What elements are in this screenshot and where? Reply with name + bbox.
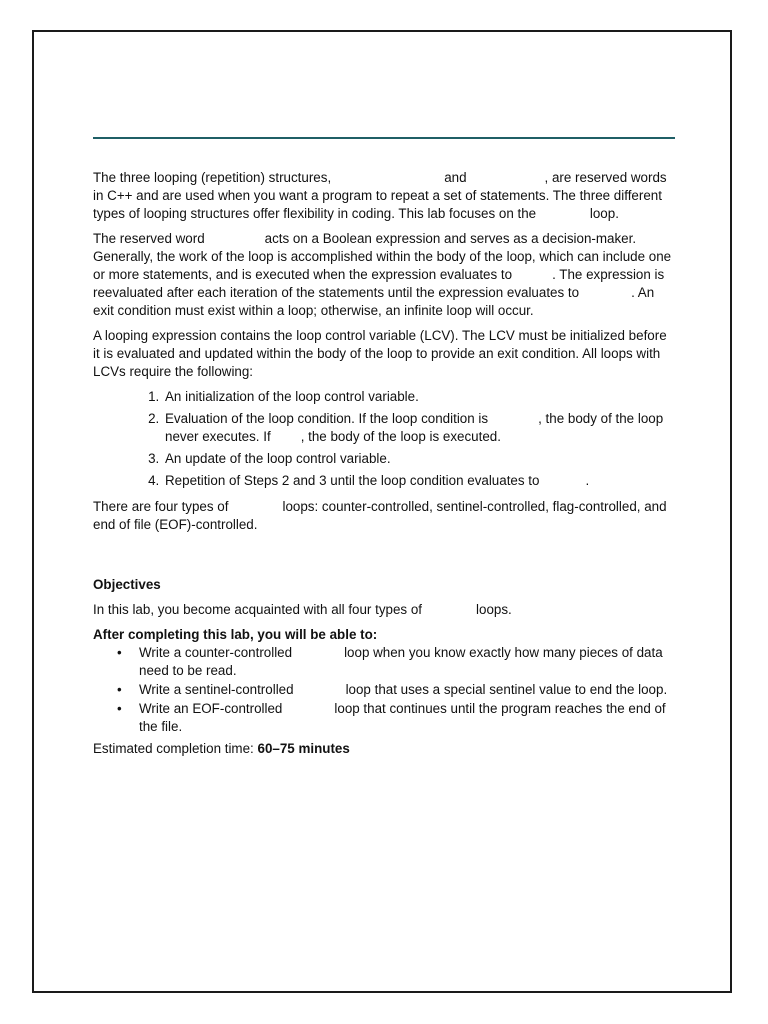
objectives-heading: Objectives [93,577,161,592]
objectives-list [93,644,673,736]
objectives-paragraph: In this lab, you become acquainted with all four types of loops. [93,602,512,617]
list-item: • Write a sentinel-controlled loop that uses a special sentinel value to end the loop. [117,682,668,697]
list-item: 4. Repetition of Steps 2 and 3 until the loop condition evaluates to . [163,472,673,490]
intro-paragraph-4: There are four types of loops: counter-controlled, sentinel-controlled, flag-controlled, and end of file (EOF)-controlled. [93,499,667,532]
bullet-icon: • [117,645,122,660]
bullet-icon: • [117,682,122,697]
intro-paragraph-2: The reserved word acts on a Boolean expression and serves as a decision-maker. Generally, the work of the loop is accomplished within the body of the loop, which can include one or more statements, and is executed when the expression evaluates to . The expression is reevaluated after each iteration of the statements until the expression evaluates to . An exit condition must exist within a loop; otherwise, an infinite loop will occur. [93,231,672,318]
intro-paragraph-1: The three looping (repetition) structures, and , are reserved words in C++ and are used when you want a program to repeat a set of statements. The three different types of looping structures offer flexibility in coding. This lab focuses on the loop. [93,170,667,221]
after-completing-heading: After completing this lab, you will be able to: [93,627,378,642]
section-gap [93,541,673,576]
lcv-steps-list [93,388,673,490]
document-body [93,169,673,765]
list-item: 1. An initialization of the loop control variable. [163,388,673,406]
list-item: • Write an EOF-controlled loop that continues until the program reaches the end of the file. [117,701,666,734]
estimated-time: Estimated completion time: 60–75 minutes [93,741,350,756]
bullet-icon: • [117,701,122,716]
list-item: 2. Evaluation of the loop condition. If the loop condition is , the body of the loop never executes. If , the body of the loop is executed. [163,410,673,446]
list-item: 3. An update of the loop control variable. [163,450,673,468]
intro-paragraph-3: A looping expression contains the loop control variable (LCV). The LCV must be initialized before it is evaluated and updated within the body of the loop to provide an exit condition. All loops with LCVs require the following: [93,328,667,379]
list-item: • Write a counter-controlled loop when you know exactly how many pieces of data need to be read. [117,645,663,678]
header-rule [93,137,675,139]
